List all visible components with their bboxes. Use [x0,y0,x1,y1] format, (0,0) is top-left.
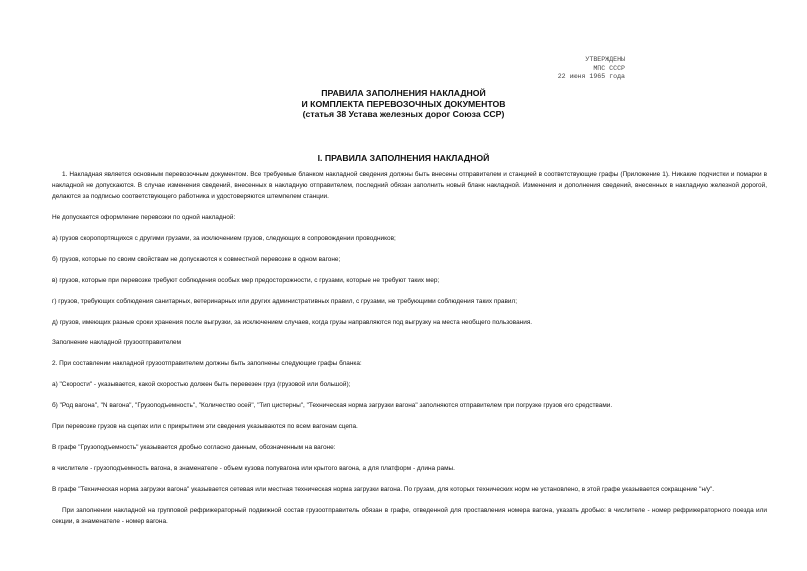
paragraph-refrigerator: При заполнении накладной на групповой рефрижераторный подвижной состав грузоотправитель обязан в графе, отведенной для проставления номера вагона, указать дробью: в числителе - номер рефрижераторного поезда или секции, в знаменателе - номер вагона. [52,507,767,526]
approval-line-approved: УТВЕРЖДЕНЫ [585,56,625,63]
approval-line-ministry: МПС СССР [593,64,625,72]
approval-stamp [558,56,625,82]
list-item-v: в) грузов, которые при перевозке требуют соблюдения особых мер предосторожности, с грузами, которые не требуют таких мер; [52,276,440,284]
document-body [52,170,767,538]
title-line-3: (статья 38 Устава железных дорог Союза ССР) [302,109,505,120]
list-item-b: б) грузов, которые по своим свойствам не допускаются к совместной перевозке в одном вагоне; [52,255,341,263]
paragraph-fraction: в числителе - грузоподъемность вагона, в знаменателе - объем кузова полувагона или крытого вагона, а для платформ - длина рамы. [52,465,455,473]
paragraph-load-norm: В графе "Техническая норма загрузки вагона" указывается сетевая или местная техническая норма загрузки вагона. По грузам, для которых технических норм не установлено, в этой графе указывается сокращение "н/у". [52,486,715,494]
paragraph-2-b: б) "Род вагона", "N вагона", "Грузоподъемность", "Количество осей", "Тип цистерны", "Техническая норма загрузки вагона" заполняются отправителем при погрузке грузов его средствами. [52,402,613,410]
approval-line-date: 22 июня 1965 года [557,73,625,81]
paragraph-capacity: В графе "Грузоподъемность" указывается дробью согласно данным, обозначенным на вагоне: [52,444,336,452]
paragraph-2: 2. При составлении накладной грузоотправителем должны быть заполнены следующие графы бланка: [52,360,362,368]
list-item-a: а) грузов скоропортящихся с другими грузами, за исключением грузов, следующих в сопровождении проводников; [52,234,396,242]
section-heading: I. ПРАВИЛА ЗАПОЛНЕНИЯ НАКЛАДНОЙ [317,153,490,163]
paragraph-prohibition-intro: Не допускается оформление перевозки по одной накладной: [52,213,236,221]
title-line-2: И КОМПЛЕКТА ПЕРЕВОЗОЧНЫХ ДОКУМЕНТОВ [301,98,506,109]
document-title [0,88,807,120]
paragraph-1: 1. Накладная является основным перевозочным документом. Все требуемые бланком накладной сведения должны быть внесены отправителем и станцией в соответствующие графы (Приложение 1). Никакие подчистки и помарки в накладной не допускаются. В случае изменения сведений, внесенных в накладную отправителем, последний обязан заполнить новый бланк накладной. Изменения и дополнения сведений, внесенных в накладную железной дорогой, делаются за подписью соответствующего работника и удостоверяются штемпелем станции. [52,171,767,200]
list-item-d: д) грузов, имеющих разные сроки хранения после выгрузки, за исключением случаев, когда грузы направляются под выгрузку на места необщего пользования. [52,318,533,326]
subheading-shipper: Заполнение накладной грузоотправителем [52,339,182,347]
paragraph-2-a: а) "Скорости" - указывается, какой скоростью должен быть перевезен груз (грузовой или большой); [52,381,351,389]
paragraph-coupling: При перевозке грузов на сцепах или с прикрытием эти сведения указываются по всем вагонам сцепа. [52,423,358,431]
list-item-g: г) грузов, требующих соблюдения санитарных, ветеринарных или других административных правил, с грузами, не требующими соблюдения таких правил; [52,297,518,305]
title-line-1: ПРАВИЛА ЗАПОЛНЕНИЯ НАКЛАДНОЙ [321,88,486,98]
